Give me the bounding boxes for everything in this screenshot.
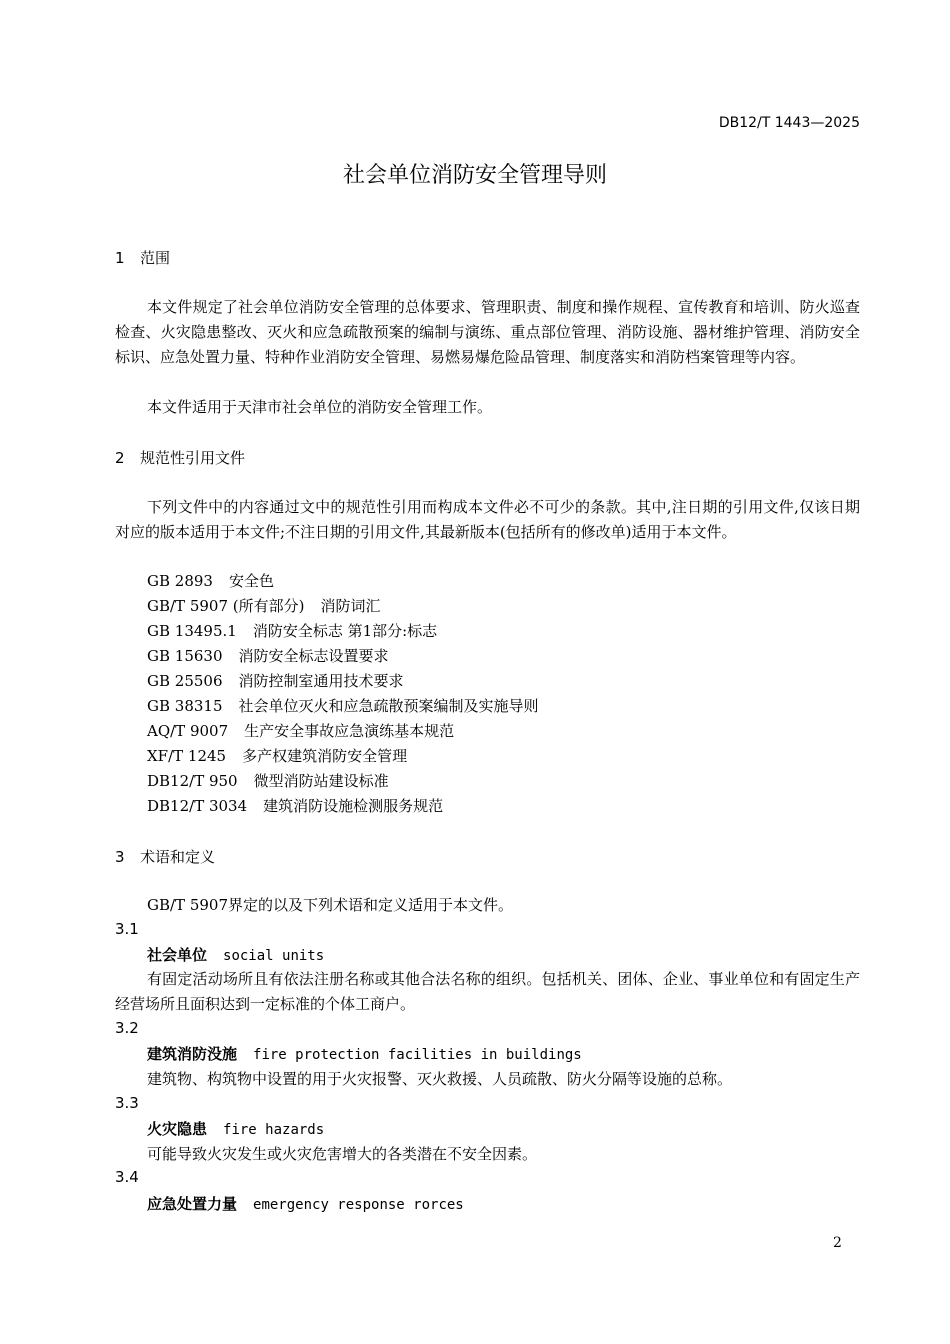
term-definition: 可能导致火灾发生或火灾危害增大的各类潜在不安全因素。 xyxy=(147,1145,538,1163)
normative-references-paragraph: 下列文件中的内容通过文中的规范性引用而构成本文件必不可少的条款。其中,注日期的引用文件,仅该日期对应的版本适用于本文件;不注日期的引用文件,其最新版本(包括所有的修改单)适用于本文件。 xyxy=(115,498,860,541)
terms-intro: GB/T 5907界定的以及下列术语和定义适用于本文件。 xyxy=(147,896,514,914)
term-chinese: 建筑消防没施 xyxy=(147,1045,238,1063)
document-title: 社会单位消防安全管理导则 xyxy=(342,163,607,188)
reference-name: 消防控制室通用技术要求 xyxy=(238,672,404,690)
reference-code: GB/T 5907 (所有部分) xyxy=(147,597,305,615)
term-english: social units xyxy=(223,948,325,964)
reference-item xyxy=(147,645,389,666)
reference-item xyxy=(147,570,274,591)
reference-item xyxy=(147,595,381,616)
reference-name: 安全色 xyxy=(228,572,274,590)
term-chinese: 社会单位 xyxy=(147,946,208,964)
reference-item xyxy=(147,695,539,716)
section-title: 范围 xyxy=(140,249,171,267)
reference-code: GB 2893 xyxy=(147,572,213,590)
reference-item xyxy=(147,670,404,691)
term-chinese: 应急处置力量 xyxy=(147,1195,238,1213)
term-english: fire protection facilities in buildings xyxy=(253,1047,582,1063)
scope-paragraph: 本文件规定了社会单位消防安全管理的总体要求、管理职责、制度和操作规程、宣传教育和培训、防火巡查检查、火灾隐患整改、灭火和应急疏散预案的编制与演练、重点部位管理、消防设施、器材维护管理、消防安全标识、应急处置力量、特种作业消防安全管理、易燃易爆危险品管理、制度落实和消防档案管理等内容。 xyxy=(115,298,860,366)
section-number: 1 xyxy=(115,249,125,267)
term-number: 3.1 xyxy=(115,920,139,938)
reference-name: 建筑消防设施检测服务规范 xyxy=(263,797,444,815)
reference-item xyxy=(147,720,454,741)
reference-name: 多产权建筑消防安全管理 xyxy=(242,747,408,765)
term-entry xyxy=(147,944,324,965)
scope-applicability-paragraph: 本文件适用于天津市社会单位的消防安全管理工作。 xyxy=(147,398,493,416)
reference-code: AQ/T 9007 xyxy=(147,722,229,740)
term-entry xyxy=(147,1193,464,1214)
section-number: 2 xyxy=(115,449,125,467)
reference-name: 社会单位灭火和应急疏散预案编制及实施导则 xyxy=(238,697,539,715)
term-entry xyxy=(147,1043,582,1064)
reference-code: GB 13495.1 xyxy=(147,622,237,640)
section-2-heading xyxy=(115,447,245,468)
term-number: 3.2 xyxy=(115,1019,139,1037)
document-number: DB12/T 1443—2025 xyxy=(718,115,860,131)
term-definition: 建筑物、构筑物中设置的用于火灾报警、灭火救援、人员疏散、防火分隔等设施的总称。 xyxy=(147,1070,733,1088)
reference-item xyxy=(147,620,437,641)
term-number: 3.4 xyxy=(115,1168,139,1186)
reference-code: XF/T 1245 xyxy=(147,747,227,765)
reference-code: GB 25506 xyxy=(147,672,223,690)
reference-name: 消防安全标志设置要求 xyxy=(238,647,389,665)
page-number: 2 xyxy=(833,1235,842,1251)
section-title: 术语和定义 xyxy=(140,848,216,866)
reference-name: 微型消防站建设标准 xyxy=(253,772,389,790)
reference-name: 消防词汇 xyxy=(320,597,381,615)
reference-code: DB12/T 950 xyxy=(147,772,238,790)
term-definition: 有固定活动场所且有依法注册名称或其他合法名称的组织。包括机关、团体、企业、事业单位和有固定生产经营场所且面积达到一定标准的个体工商户。 xyxy=(115,970,860,1013)
reference-code: GB 15630 xyxy=(147,647,223,665)
section-number: 3 xyxy=(115,848,125,866)
reference-name: 消防安全标志 第1部分:标志 xyxy=(252,622,438,640)
term-number: 3.3 xyxy=(115,1094,139,1112)
term-entry xyxy=(147,1118,324,1139)
reference-item xyxy=(147,745,407,766)
term-english: emergency response rorces xyxy=(253,1197,464,1213)
reference-code: DB12/T 3034 xyxy=(147,797,248,815)
section-3-heading xyxy=(115,846,215,867)
section-1-heading xyxy=(115,247,170,268)
reference-item xyxy=(147,795,443,816)
reference-name: 生产安全事故应急演练基本规范 xyxy=(244,722,455,740)
term-english: fire hazards xyxy=(223,1122,325,1138)
section-title: 规范性引用文件 xyxy=(140,449,246,467)
reference-item xyxy=(147,770,389,791)
term-chinese: 火灾隐患 xyxy=(147,1120,208,1138)
reference-code: GB 38315 xyxy=(147,697,223,715)
